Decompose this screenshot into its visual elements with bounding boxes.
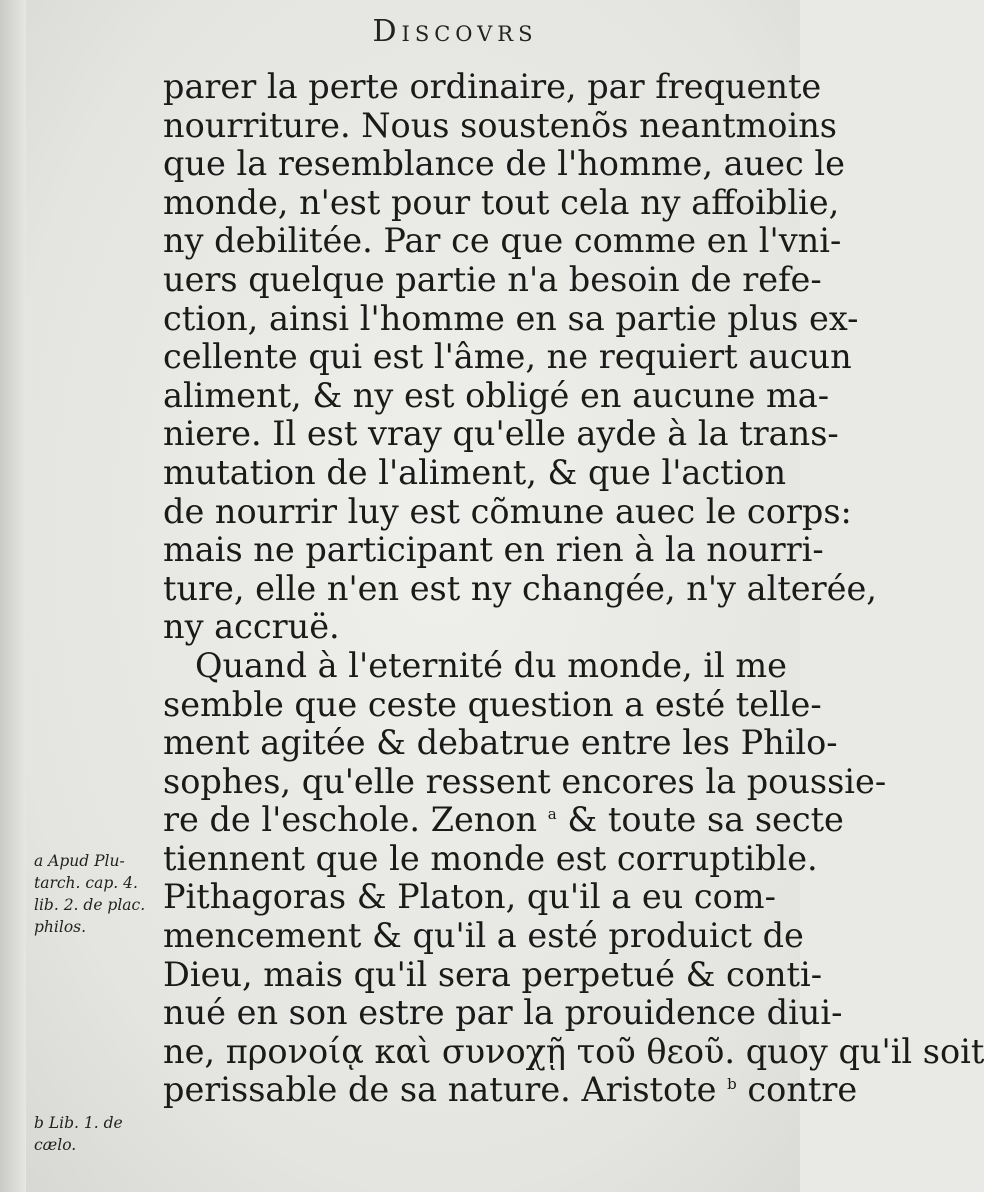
- text-line: ction, ainsi l'homme en sa partie plus ex-: [163, 298, 859, 338]
- running-head: Discovrs: [372, 14, 538, 49]
- text-line: tiennent que le monde est corruptible.: [163, 838, 818, 878]
- text-line: cellente qui est l'âme, ne requiert aucun: [163, 337, 852, 377]
- text-line-with-greek: ne, προνοίᾳ καὶ συνοχῇ τοῦ θεοῦ. quoy qu'il soit: [163, 1031, 984, 1071]
- margin-note-a: [34, 850, 160, 938]
- text-segment: perissable de sa nature. Aristote: [163, 1070, 717, 1110]
- text-line: ment agitée & debatrue entre les Philo-: [163, 723, 838, 763]
- page-gutter-shadow: [0, 0, 26, 1192]
- margin-note-line: a Apud Plu-: [34, 852, 125, 870]
- text-line: sophes, qu'elle ressent encores la poussie-: [163, 761, 887, 801]
- text-line: aliment, & ny est obligé en aucune ma-: [163, 375, 830, 415]
- text-line: mencement & qu'il a esté produict de: [163, 916, 804, 956]
- text-line: Pithagoras & Platon, qu'il a eu com-: [163, 877, 776, 917]
- text-line-with-ref-a: [163, 800, 844, 840]
- text-line: Dieu, mais qu'il sera perpetué & conti-: [163, 954, 823, 994]
- margin-note-line: philos.: [34, 918, 87, 936]
- text-line: nourriture. Nous soustenõs neantmoins: [163, 105, 837, 145]
- footnote-ref-a: a: [547, 805, 557, 824]
- text-line: niere. Il est vray qu'elle ayde à la trans-: [163, 414, 839, 454]
- text-line-with-ref-b: [163, 1070, 858, 1110]
- text-line: ny debilitée. Par ce que comme en l'vni-: [163, 221, 842, 261]
- margin-note-line: cælo.: [34, 1136, 77, 1154]
- footnote-ref-b: b: [727, 1075, 737, 1094]
- margin-note-b: [34, 1112, 160, 1156]
- text-line: parer la perte ordinaire, par frequente: [163, 67, 822, 106]
- text-line: nué en son estre par la prouidence diui-: [163, 993, 843, 1033]
- text-line: ny accruë.: [163, 607, 340, 647]
- text-line: semble que ceste question a esté telle-: [163, 684, 822, 724]
- margin-note-line: lib. 2. de plac.: [34, 896, 146, 914]
- text-segment: & toute sa secte: [567, 800, 844, 840]
- text-line: uers quelque partie n'a besoin de refe-: [163, 259, 822, 299]
- paragraph-start-line: Quand à l'eternité du monde, il me: [195, 645, 787, 685]
- text-segment: re de l'eschole. Zenon: [163, 800, 538, 840]
- text-line: de nourrir luy est cõmune auec le corps:: [163, 491, 852, 531]
- margin-note-line: tarch. cap. 4.: [34, 874, 138, 892]
- text-line: ture, elle n'en est ny changée, n'y alterée,: [163, 568, 877, 608]
- margin-note-line: b Lib. 1. de: [34, 1114, 123, 1132]
- main-text-block: [163, 67, 984, 1110]
- text-line: monde, n'est pour tout cela ny affoiblie,: [163, 182, 840, 222]
- text-line: que la resemblance de l'homme, auec le: [163, 144, 845, 184]
- text-segment: contre: [747, 1070, 858, 1110]
- text-line: mais ne participant en rien à la nourri-: [163, 530, 824, 570]
- text-line: mutation de l'aliment, & que l'action: [163, 452, 787, 492]
